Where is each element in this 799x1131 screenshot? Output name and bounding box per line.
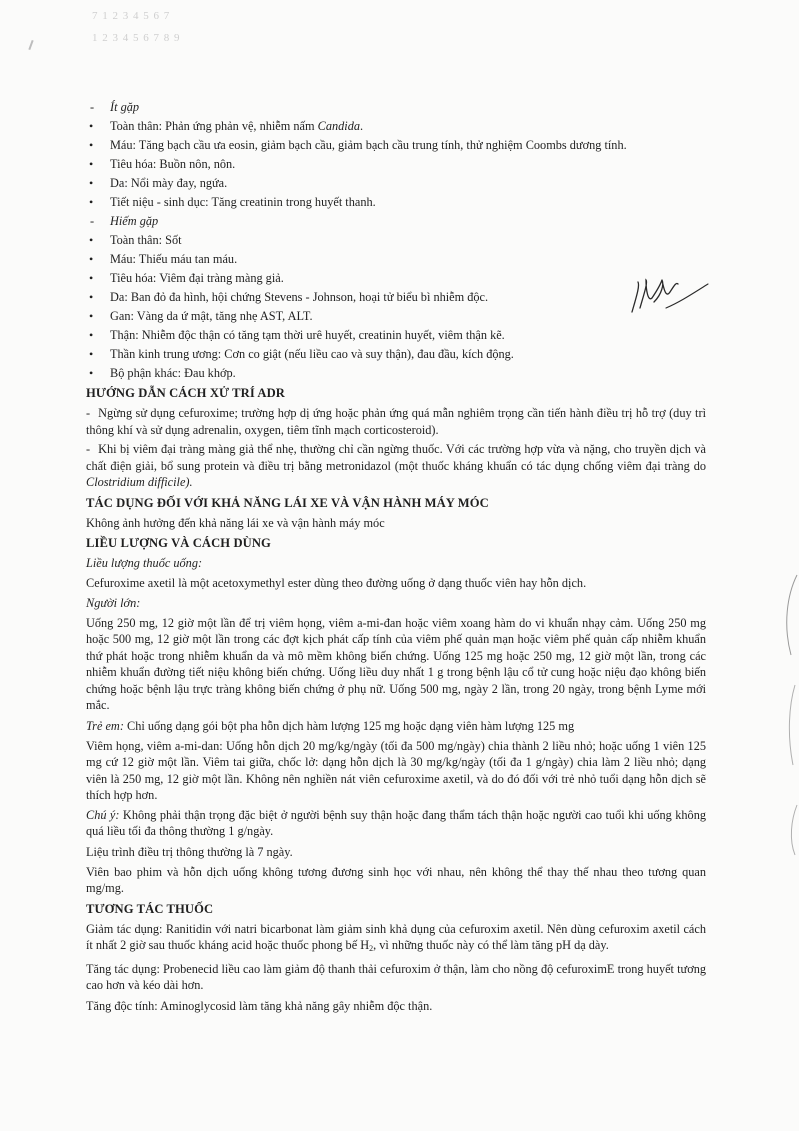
rare-item: • Toàn thân: Sốt (86, 231, 706, 250)
uncommon-item: • Tiết niệu - sinh dục: Tăng creatinin trong huyết thanh. (86, 193, 706, 212)
uncommon-item: • Tiêu hóa: Buồn nôn, nôn. (86, 155, 706, 174)
rare-item: • Máu: Thiếu máu tan máu. (86, 250, 706, 269)
child-dosage-intro: Trẻ em: Chỉ uống dạng gói bột pha hỗn dịch hàm lượng 125 mg hoặc dạng viên hàm lượng 125 mg (86, 718, 575, 733)
rare-item: • Thần kinh trung ương: Cơn co giật (nếu liều cao và suy thận), đau đầu, kích động. (86, 345, 706, 364)
adult-dosage-text: Uống 250 mg, 12 giờ một lần để trị viêm họng, viêm a-mi-đan hoặc viêm xoang hàm do vi khuẩn nhạy cảm. Uống 250 mg hoặc 500 mg, 12 giờ một lần trong các đợt kịch phát cấp tính của viêm phế quản mạn hoặc viêm phế quản cấp nhiễm khuẩn thứ phát hoặc trong nhiễm khuẩn da và mô mềm không biến chứng. Uống 125 mg hoặc 250 mg, 12 giờ một lần, trong các nhiễm khuẩn đường tiết niệu không biến chứng. Uống liều duy nhất 1 g trong bệnh lậu cổ tử cung hoặc niệu đạo không biến chứng hoặc bệnh lậu trực tràng không biến chứng ở phụ nữ. Uống 500 mg, ngày 2 lần, trong 20 ngày, trong bệnh Lyme mới mắc. (86, 615, 706, 712)
interaction-decrease: Giảm tác dụng: Ranitidin với natri bicarbonat làm giảm sinh khả dụng của cefuroxim axetil. Nên dùng cefuroxim axetil cách ít nhất 2 giờ sau thuốc kháng acid hoặc thuốc phong bế $H_2$, vì những thuốc này có thể làm tăng pH dạ dày. (86, 921, 706, 953)
uncommon-label: - Ít gặp (86, 98, 706, 117)
treatment-course: Liệu trình điều trị thông thường là 7 ngày. (86, 844, 293, 859)
adr-paragraph-1: - Ngừng sử dụng cefuroxime; trường hợp dị ứng hoặc phản ứng quá mẫn nghiêm trọng cần tiến hành điều trị hỗ trợ (duy trì thông khí và sử dụng adrenalin, oxygen, tiêm tĩnh mạch corticosteroid). (86, 406, 706, 437)
uncommon-item: • Toàn thân: Phản ứng phản vệ, nhiễm nấm Candida. (86, 117, 706, 136)
rare-item: • Tiêu hóa: Viêm đại tràng màng giả. (86, 269, 706, 288)
bioequivalence-note: Viên bao phim và hỗn dịch uống không tương đương sinh học với nhau, nên không thể thay thế nhau theo tương quan mg/mg. (86, 864, 706, 895)
uncommon-item: • Da: Nổi mày đay, ngứa. (86, 174, 706, 193)
driving-text: Không ảnh hưởng đến khả năng lái xe và vận hành máy móc (86, 515, 385, 530)
child-dosage-text: Viêm họng, viêm a-mi-dan: Uống hỗn dịch 20 mg/kg/ngày (tối đa 500 mg/ngày) chia thành 2 liều nhỏ; hoặc uống 1 viên 125 mg cứ 12 giờ một lần. Viêm tai giữa, chốc lở: dạng hỗn dịch là 30 mg/kg/ngày (tối đa 1 g/ngày) chia làm 2 liều nhỏ; dạng viên là 250 mg, 12 giờ một lần. Không nên nghiền nát viên cefuroxime axetil, và do đó đối với trẻ nhỏ tuổi dạng hỗn dịch sẽ thích hợp hơn. (86, 738, 706, 802)
scan-mark (28, 40, 33, 50)
rare-item: • Da: Ban đỏ đa hình, hội chứng Stevens - Johnson, hoại tử biểu bì nhiễm độc. (86, 288, 706, 307)
faded-header-line-2: 1 2 3 4 5 6 7 8 9 (92, 32, 181, 44)
faded-header (92, 10, 181, 54)
stamp-edge-mark (777, 565, 799, 865)
rare-item: • Bộ phận khác: Đau khớp. (86, 364, 706, 383)
oral-dosage-text: Cefuroxime axetil là một acetoxymethyl ester dùng theo đường uống ở dạng thuốc viên hay hỗn dịch. (86, 575, 587, 590)
adr-paragraph-2: - Khi bị viêm đại tràng màng giả thể nhẹ, thường chỉ cần ngừng thuốc. Với các trường hợp vừa và nặng, cho truyền dịch và chất điện giải, bổ sung protein và điều trị bằng metronidazol (một thuốc kháng khuẩn có tác dụng chống viêm đại tràng do Clostridium difficile). (86, 442, 706, 489)
rare-item: • Thận: Nhiễm độc thận có tăng tạm thời urê huyết, creatinin huyết, viêm thận kẽ. (86, 326, 706, 345)
interactions-heading: TƯƠNG TÁC THUỐC (86, 901, 214, 916)
adr-heading: HƯỚNG DẪN CÁCH XỬ TRÍ ADR (86, 386, 285, 400)
dosage-note: Chú ý: Không phải thận trọng đặc biệt ở người bệnh suy thận hoặc đang thẩm tách thận hoặc người cao tuổi khi uống không quá liều tối đa thông thường 1 g/ngày. (86, 807, 706, 838)
document-body (86, 98, 706, 1017)
adult-label: Người lớn: (86, 595, 141, 610)
interaction-increase: Tăng tác dụng: Probenecid liều cao làm giảm độ thanh thải cefuroxim ở thận, làm cho nồng độ cefuroximE trong huyết tương cao hơn và kéo dài hơn. (86, 961, 706, 992)
dosage-heading: LIỀU LƯỢNG VÀ CÁCH DÙNG (86, 535, 271, 550)
oral-dosage-label: Liều lượng thuốc uống: (86, 555, 203, 570)
driving-heading: TÁC DỤNG ĐỐI VỚI KHẢ NĂNG LÁI XE VÀ VẬN HÀNH MÁY MÓC (86, 495, 489, 510)
faded-header-line-1: 7 1 2 3 4 5 6 7 (92, 10, 171, 22)
interaction-toxicity: Tăng độc tính: Aminoglycosid làm tăng khả năng gây nhiễm độc thận. (86, 998, 433, 1013)
rare-label: - Hiếm gặp (86, 212, 706, 231)
rare-item: • Gan: Vàng da ứ mật, tăng nhẹ AST, ALT. (86, 307, 706, 326)
uncommon-item: • Máu: Tăng bạch cầu ưa eosin, giảm bạch cầu, giảm bạch cầu trung tính, thử nghiệm Coombs dương tính. (86, 136, 706, 155)
